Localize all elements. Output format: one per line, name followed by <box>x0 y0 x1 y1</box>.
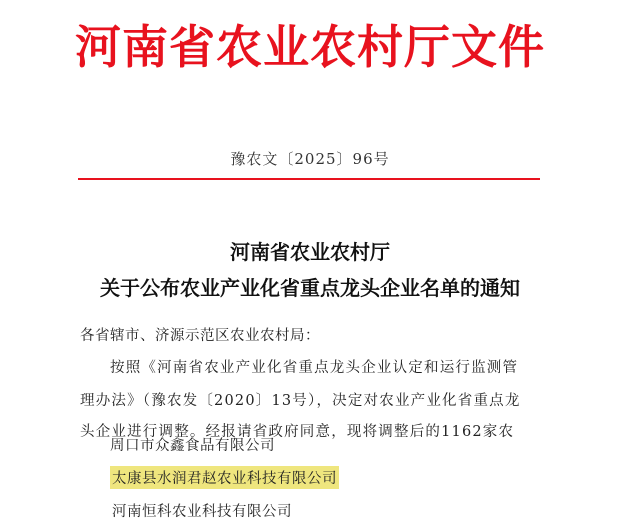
body-paragraph-line-1: 按照《河南省农业产业化省重点龙头企业认定和运行监测管 <box>110 360 519 376</box>
list-item-partial-top-text: 周口市众鑫食品有限公司 <box>110 438 275 454</box>
document-number: 豫农文〔2025〕96号 <box>230 150 390 168</box>
notice-title-issuer: 河南省农业农村厅 <box>230 240 390 264</box>
list-item-partial-top <box>110 438 410 454</box>
list-item-highlighted[interactable]: 太康县水润君赵农业科技有限公司 <box>110 466 339 489</box>
list-item-partial-bottom-text: 河南恒科农业科技有限公司 <box>112 504 292 520</box>
body-paragraph-line-2: 理办法》（豫农发〔2020〕13号），决定对农业产业化省重点龙 <box>80 393 521 409</box>
salutation: 各省辖市、济源示范区农业农村局： <box>80 328 320 344</box>
list-item-partial-bottom <box>112 500 432 520</box>
document-header-title: 河南省农业农村厅文件 <box>75 20 545 74</box>
notice-title-subject: 关于公布农业产业化省重点龙头企业名单的通知 <box>100 276 520 300</box>
header-divider-rule <box>78 178 540 180</box>
body-paragraph-line-3: 头企业进行调整。经报请省政府同意，现将调整后的1162家农 <box>80 424 515 440</box>
